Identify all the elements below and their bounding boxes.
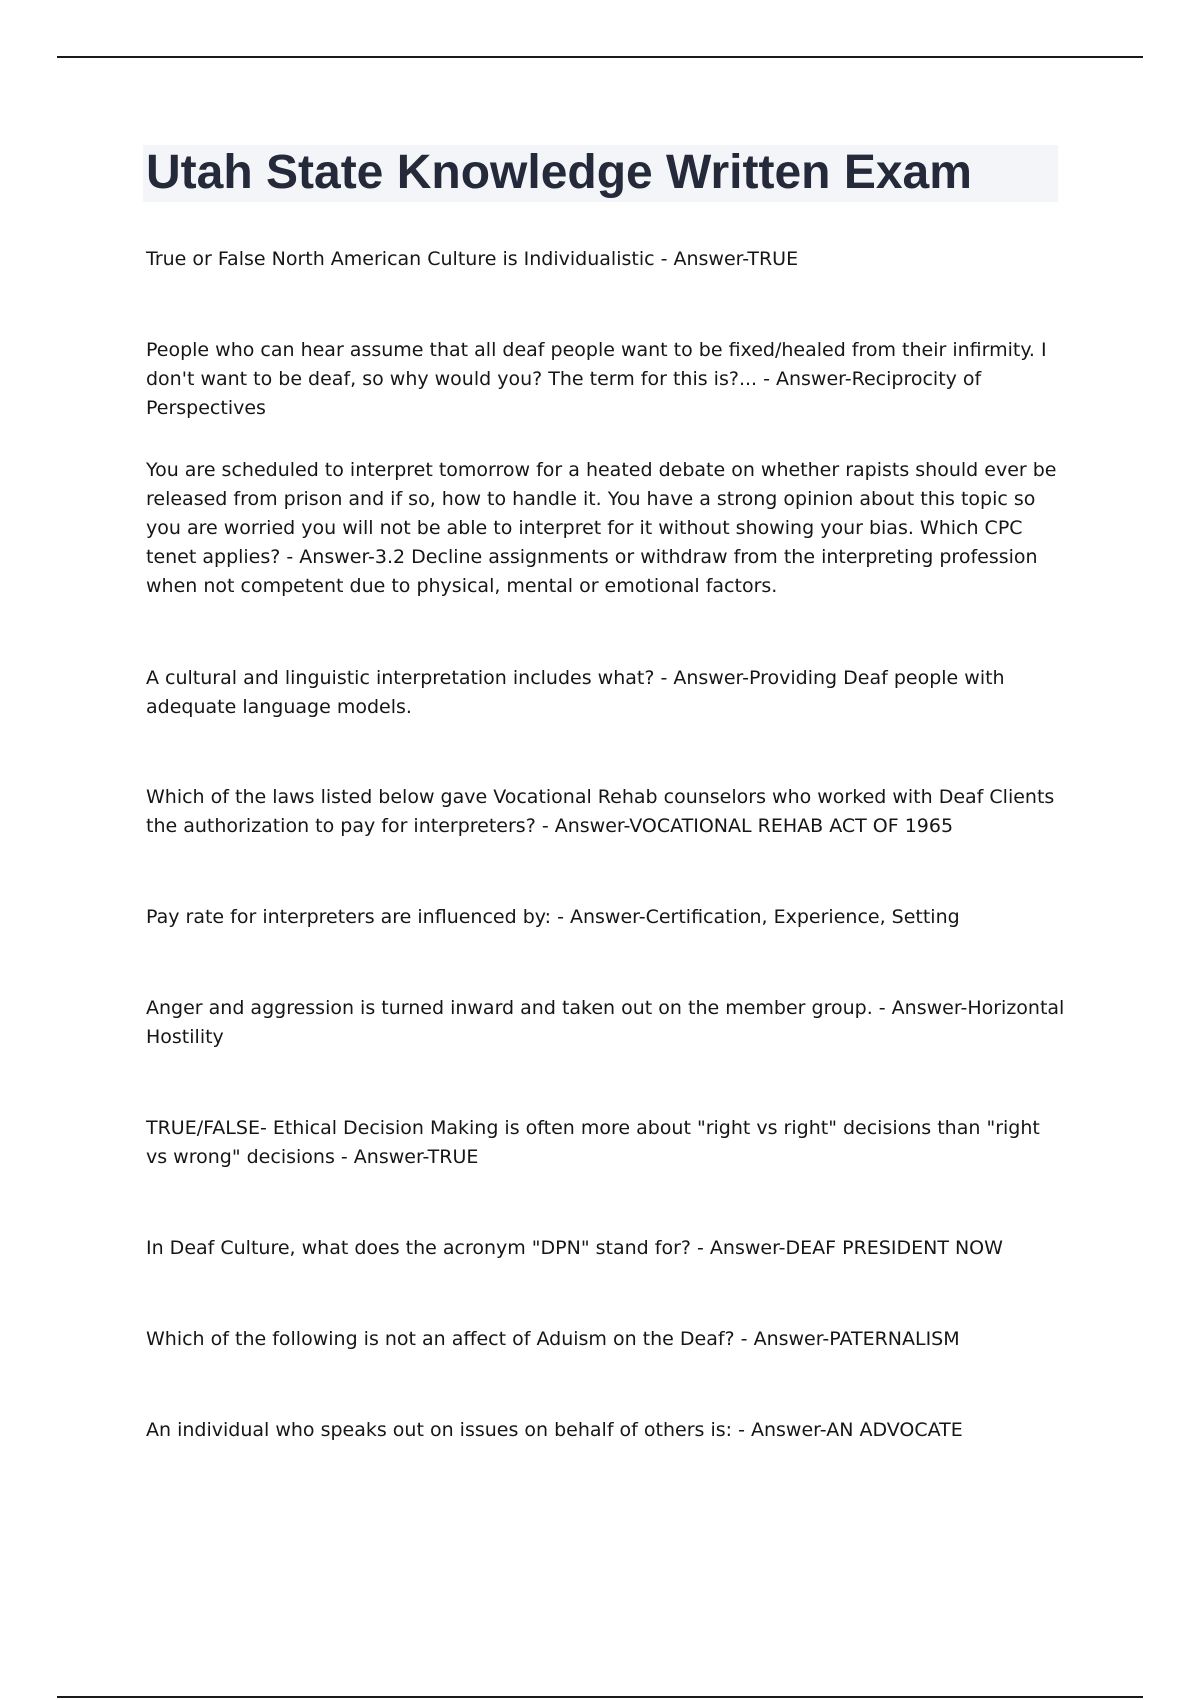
answer-text: DEAF PRESIDENT NOW [785,1237,1003,1259]
question-text: People who can hear assume that all deaf people want to be fixed/healed from their infirmity. I don't want to be deaf, so why would you? The term for this is?... [146,339,1047,390]
question-text: TRUE/FALSE- Ethical Decision Making is often more about "right vs right" decisions than "right vs wrong" decisions [146,1117,1040,1168]
question-text: An individual who speaks out on issues on behalf of others is: [146,1419,733,1441]
answer-text: TRUE [747,248,799,270]
answer-separator: - Answer- [551,906,646,928]
answer-text: VOCATIONAL REHAB ACT OF 1965 [629,815,954,837]
answer-text: Reciprocity of Perspectives [146,368,982,419]
answer-text: Providing Deaf people with adequate language models. [146,667,1005,718]
qa-item-1 [146,245,1066,274]
answer-text: Certification, Experience, Setting [645,906,960,928]
answer-separator: - Answer- [280,546,375,568]
question-text: A cultural and linguistic interpretation includes what? [146,667,655,689]
qa-item-5 [146,783,1066,841]
bottom-rule [57,1696,1143,1698]
answer-text: TRUE [427,1146,479,1168]
answer-separator: - Answer- [872,997,968,1019]
qa-item-9 [146,1234,1066,1263]
answer-separator: - Answer- [535,815,630,837]
answer-separator: - Answer- [757,368,852,390]
qa-item-6 [146,903,1066,932]
question-text: True or False North American Culture is Individualistic [146,248,655,270]
answer-separator: - Answer- [690,1237,786,1259]
qa-item-8 [146,1114,1066,1172]
qa-item-2 [146,336,1066,423]
qa-item-11 [146,1416,1066,1445]
question-text: In Deaf Culture, what does the acronym "DPN" stand for? [146,1237,691,1259]
qa-item-7 [146,994,1066,1052]
qa-item-4 [146,664,1066,722]
answer-separator: - Answer- [654,667,749,689]
top-rule [57,56,1143,58]
question-text: Anger and aggression is turned inward and taken out on the member group. [146,997,873,1019]
page-title: Utah State Knowledge Written Exam [146,146,972,199]
answer-text: PATERNALISM [829,1328,960,1350]
question-text: Pay rate for interpreters are influenced by: [146,906,552,928]
question-text: Which of the following is not an affect of Aduism on the Deaf? [146,1328,735,1350]
qa-item-3 [146,456,1066,601]
answer-text: Horizontal Hostility [146,997,1065,1048]
question-text: You are scheduled to interpret tomorrow for a heated debate on whether rapists should ever be released from prison and if so, how to handle it. You have a strong opinion about this topic so you are worried you will not be able to interpret for it without showing your bias. Which CPC tenet applies? [146,459,1057,568]
answer-separator: - Answer- [654,248,748,270]
answer-separator: - Answer- [732,1419,827,1441]
qa-item-10 [146,1325,1066,1354]
answer-separator: - Answer- [334,1146,428,1168]
answer-separator: - Answer- [734,1328,830,1350]
question-text: Which of the laws listed below gave Vocational Rehab counselors who worked with Deaf Clients the authorization to pay for interpreters? [146,786,1055,837]
answer-text: 3.2 Decline assignments or withdraw from the interpreting profession when not competent due to physical, mental or emotional factors. [146,546,1038,597]
answer-text: AN ADVOCATE [826,1419,963,1441]
